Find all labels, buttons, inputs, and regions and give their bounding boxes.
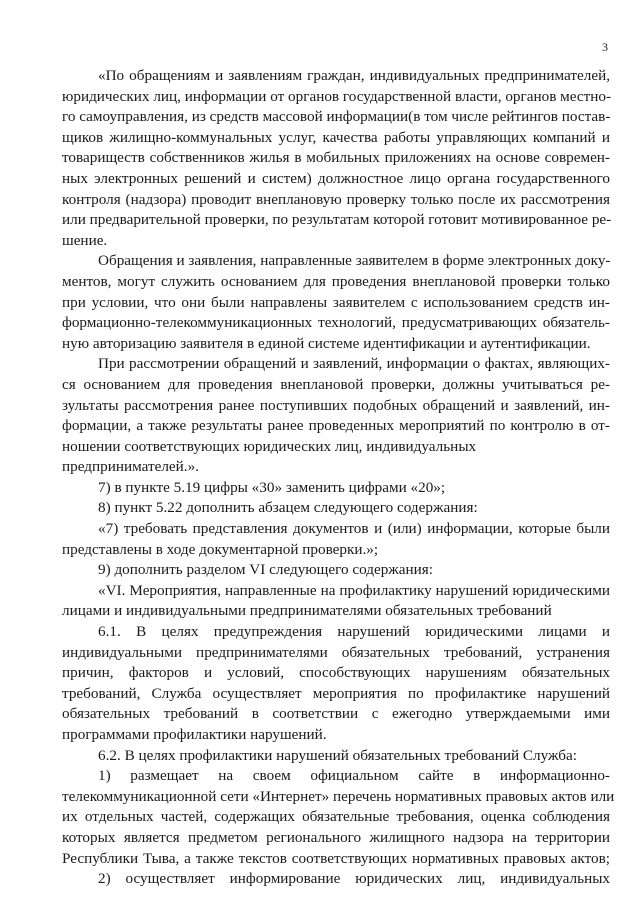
text-line: формации, а также результаты ранее проведенных мероприятий по контролю в от- bbox=[62, 417, 610, 435]
text-line: обязательных требований в соответствии с ежегодно утверждаемыми ими bbox=[62, 705, 610, 723]
text-line: 7) в пункте 5.19 цифры «30» заменить цифрами «20»; bbox=[98, 478, 446, 496]
text-line: 6.1. В целях предупреждения нарушений юридическими лицами и bbox=[98, 623, 610, 641]
text-line: «По обращениям и заявлениям граждан, индивидуальных предпринимателей, bbox=[98, 67, 610, 84]
text-line: телекоммуникационной сети «Интернет» перечень нормативных правовых актов или bbox=[62, 787, 615, 805]
text-line: предпринимателей.». bbox=[62, 458, 199, 476]
text-line: программами профилактики нарушений. bbox=[62, 726, 327, 743]
text-line: ся основанием для проведения внеплановой проверки, должны учитываться ре- bbox=[62, 375, 610, 393]
text-line: 9) дополнить разделом VI следующего содержания: bbox=[98, 561, 433, 579]
text-line: товариществ собственников жилья в мобильных приложениях на основе современ- bbox=[62, 149, 610, 167]
text-line: требований, Служба осуществляет мероприятия по профилактике нарушений bbox=[62, 684, 610, 702]
text-line: ментов, могут служить основанием для проведения внеплановой проверки только bbox=[62, 272, 610, 290]
text-line: 8) пункт 5.22 дополнить абзацем следующего содержания: bbox=[98, 499, 478, 517]
text-line: представлены в ходе документарной проверки.»; bbox=[62, 540, 379, 558]
text-line: причин, факторов и условий, способствующих нарушениям обязательных bbox=[62, 664, 610, 682]
text-line: их отдельных частей, содержащих обязательные требования, оценка соблюдения bbox=[62, 808, 610, 826]
text-line: 6.2. В целях профилактики нарушений обязательных требований Служба: bbox=[98, 746, 577, 764]
text-line: контроля (надзора) проводит внеплановую проверку только после их рассмотрения bbox=[62, 190, 610, 208]
document-body bbox=[62, 66, 615, 890]
text-line: индивидуальными предпринимателями обязательных требований, устранения bbox=[62, 643, 610, 661]
page-number: 3 bbox=[602, 40, 608, 54]
text-line: Республики Тыва, а также текстов соответствующих нормативных правовых актов; bbox=[62, 849, 610, 867]
text-line: формационно-телекоммуникационных технологий, предусматривающих обязатель- bbox=[62, 314, 610, 332]
text-line: «VI. Мероприятия, направленные на профилактику нарушений юридическими bbox=[98, 581, 610, 599]
text-line: щиков жилищно-коммунальных услуг, качества работы управляющих компаний и bbox=[62, 128, 610, 146]
text-line: зультаты рассмотрения ранее поступивших подобных обращений и заявлений, ин- bbox=[62, 396, 610, 414]
text-line: при условии, что они были направлены заявителем с использованием средств ин- bbox=[62, 293, 610, 311]
text-line: 1) размещает на своем официальном сайте в информационно- bbox=[98, 767, 610, 785]
text-line: 2) осуществляет информирование юридических лиц, индивидуальных bbox=[98, 870, 610, 888]
text-line: или предварительной проверки, по результатам которой готовит мотивированное ре- bbox=[62, 211, 612, 229]
text-line: лицами и индивидуальными предпринимателями обязательных требований bbox=[62, 602, 552, 620]
text-line: При рассмотрении обращений и заявлений, информации о фактах, являющих- bbox=[98, 355, 610, 373]
text-line: юридических лиц, информации от органов государственной власти, органов местно- bbox=[62, 87, 612, 105]
text-line: ную авторизацию заявителя в единой системе идентификации и аутентификации. bbox=[62, 334, 591, 352]
text-line: ных электронных решений и систем) должностное лицо органа государственного bbox=[62, 169, 610, 187]
text-line: шение. bbox=[62, 231, 108, 249]
text-line: которых является предметом регионального жилищного надзора на территории bbox=[62, 828, 610, 846]
text-line: го самоуправления, из средств массовой информации(в том числе рейтингов постав- bbox=[62, 108, 611, 126]
text-line: Обращения и заявления, направленные заявителем в форме электронных доку- bbox=[98, 252, 611, 270]
text-line: ношении соответствующих юридических лиц, индивидуальных bbox=[62, 437, 477, 455]
text-line: «7) требовать представления документов и (или) информации, которые были bbox=[98, 520, 610, 538]
